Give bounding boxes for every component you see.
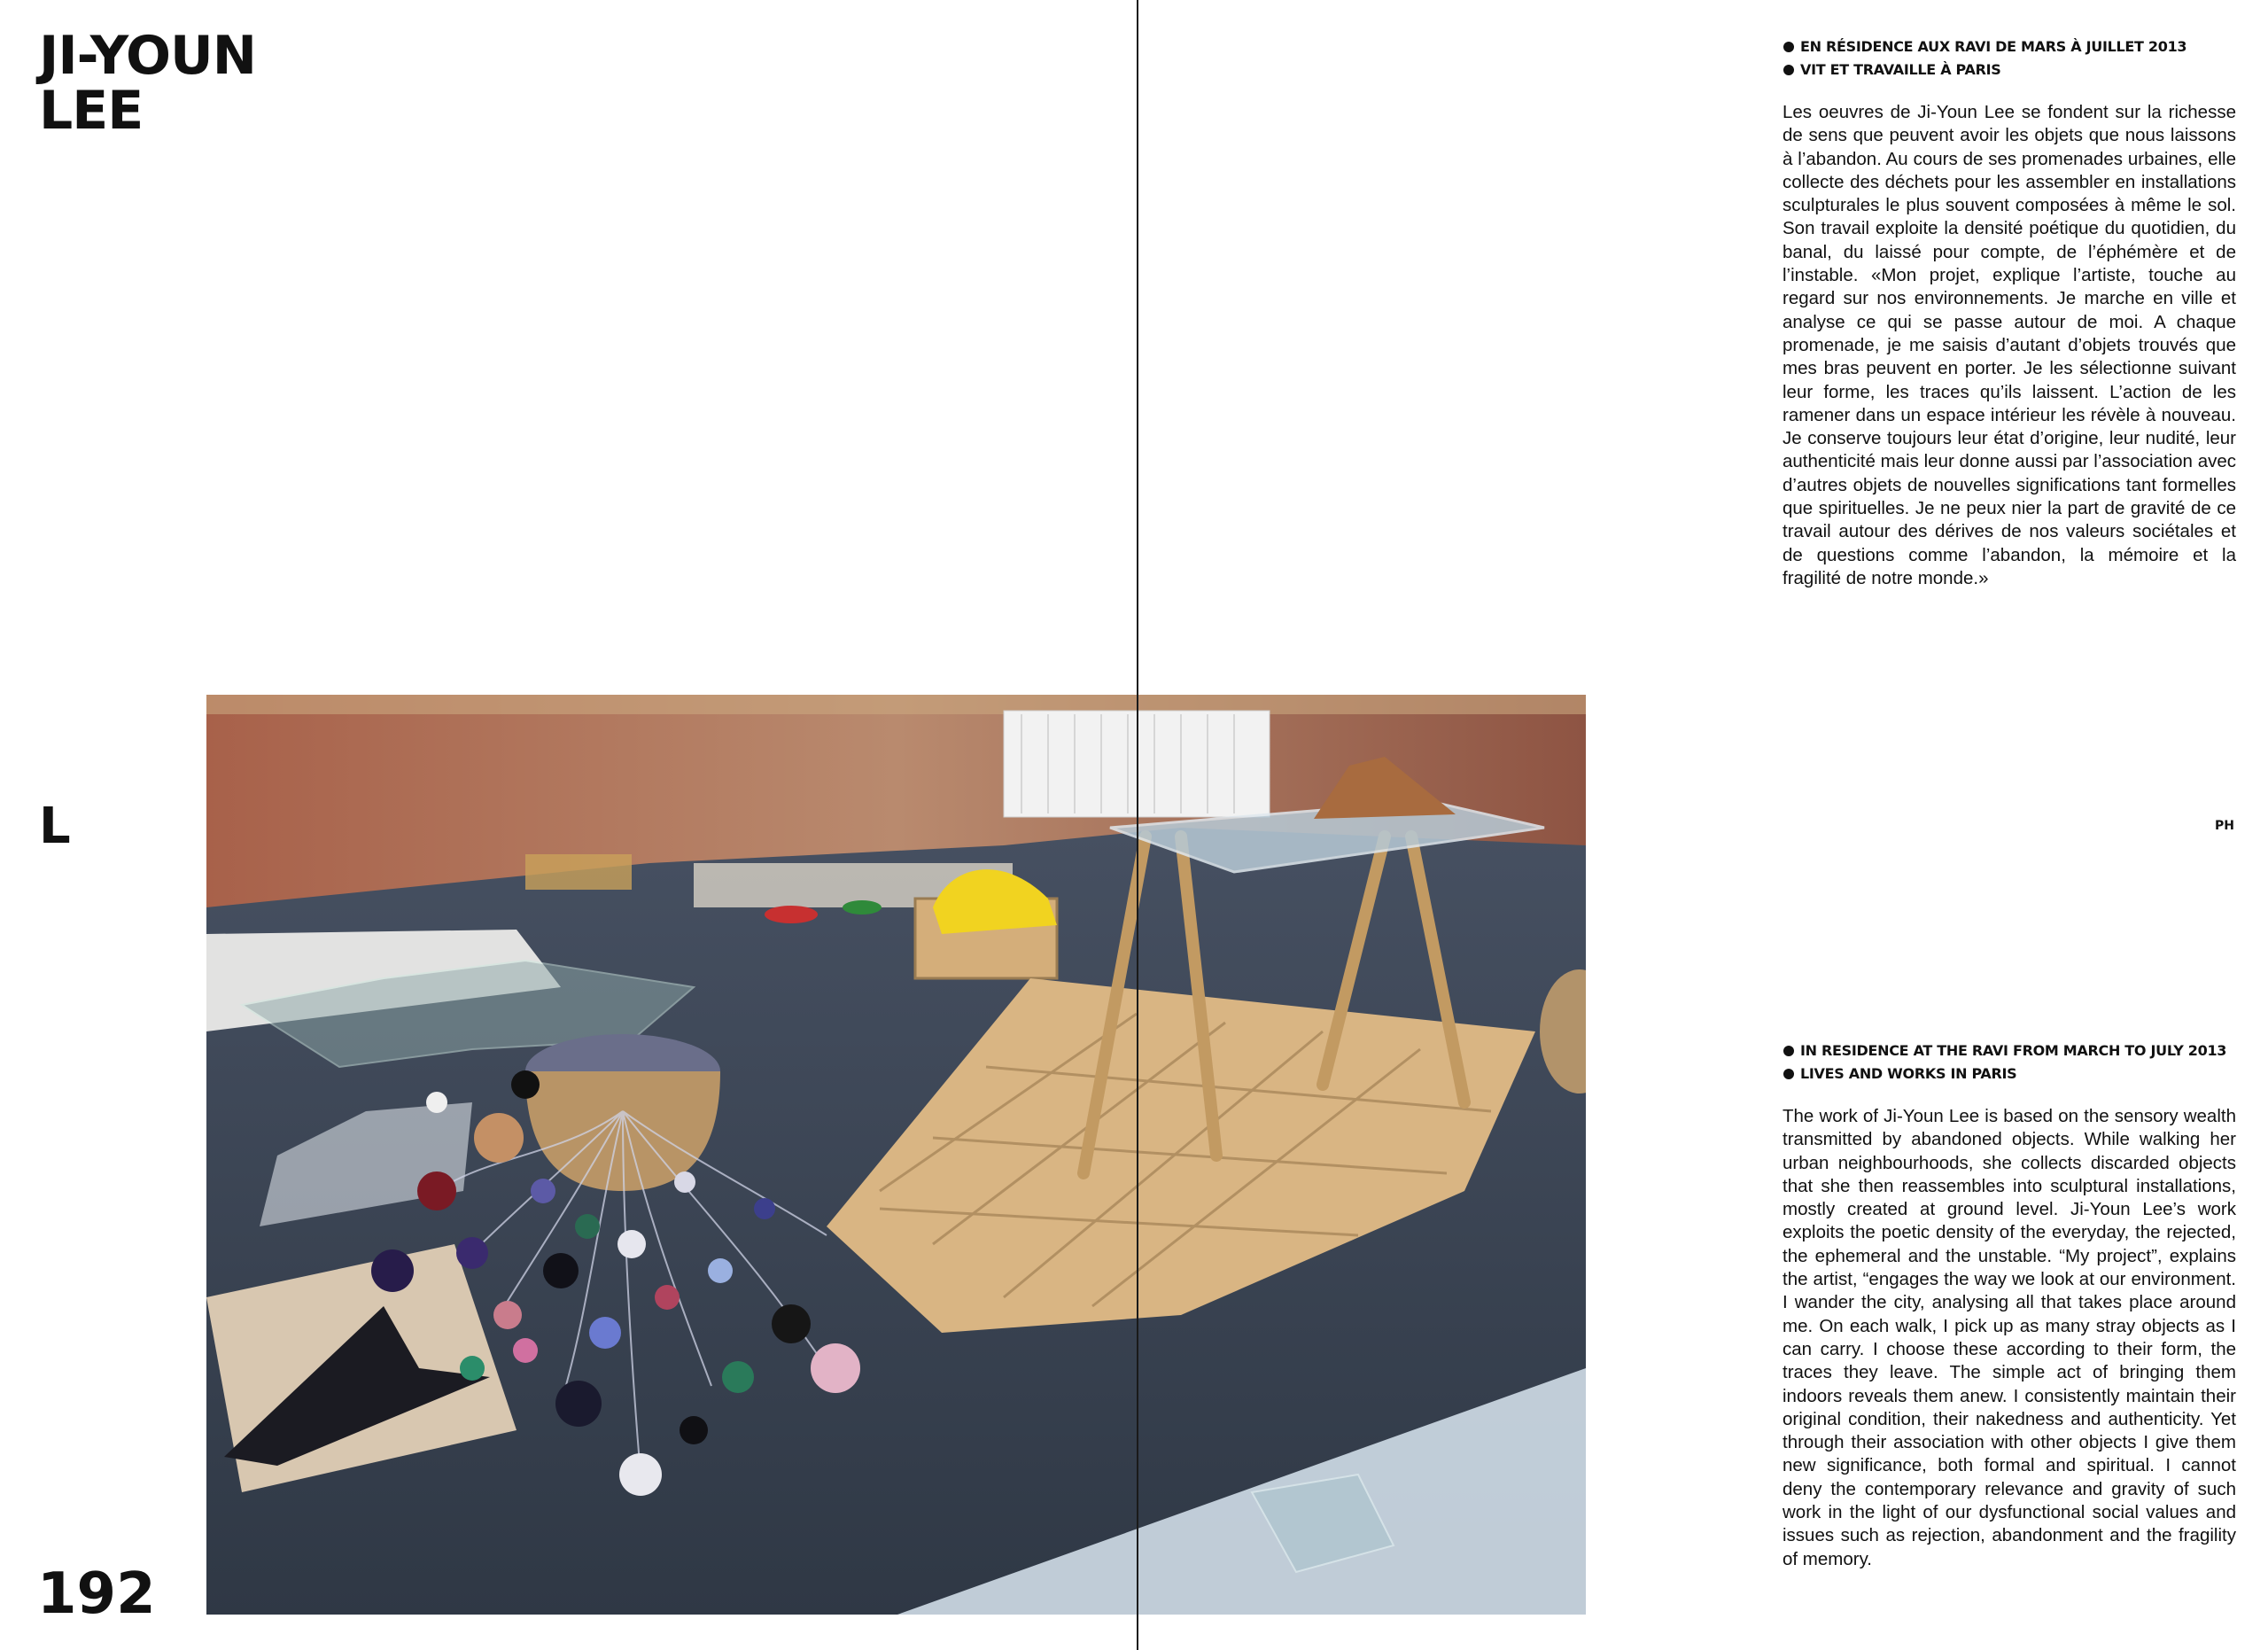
page-number: 192 xyxy=(37,1561,156,1627)
english-bullets xyxy=(1783,1039,2236,1086)
english-bullet-residency: IN RESIDENCE AT THE RAVI FROM MARCH TO JULY 2013 xyxy=(1783,1039,2236,1062)
installation-photo-drawing xyxy=(206,695,1586,1615)
section-letter: L xyxy=(39,798,71,855)
english-text-column xyxy=(1783,1039,2236,1571)
french-text-column xyxy=(1783,35,2236,590)
english-body-text: The work of Ji-Youn Lee is based on the sensory wealth transmitted by abandoned objects. While walking her urban neighbourhoods, she collects discarded objects that she then reassembles into sculptural installations, mostly created at ground level. Ji-Youn Lee’s work exploits the poetic density of the everyday, the rejected, the ephemeral and the unstable. “My project”, explains the artist, “engages the way we look at our environment. I wander the city, analysing all that takes place around me. On each walk, I pick up as many stray objects as I can carry. I choose these according to their form, the traces they leave. The simple act of bringing them indoors reveals them anew. I consistently maintain their original condition, their nakedness and authenticity. Yet through their association with other objects I give them new significance, both formal and spiritual. I cannot deny the contemporary relevance and gravity of such work in the light of our dysfunctional social values and issues such as rejection, abandonment and the fragility of memory. xyxy=(1783,1106,2236,1569)
artist-name-line-2: LEE xyxy=(39,80,144,142)
installation-photo xyxy=(206,695,1586,1615)
french-bullet-location: VIT ET TRAVAILLE À PARIS xyxy=(1783,58,2236,82)
artist-name-line-1: JI-YOUN xyxy=(39,25,256,87)
artist-name-heading xyxy=(39,25,256,142)
english-bullet-location: LIVES AND WORKS IN PARIS xyxy=(1783,1062,2236,1086)
photo-credit: PH xyxy=(2215,819,2234,833)
french-bullet-residency: EN RÉSIDENCE AUX RAVI DE MARS À JUILLET 2013 xyxy=(1783,35,2236,58)
page-gutter-line xyxy=(1137,0,1138,1650)
french-bullets xyxy=(1783,35,2236,82)
french-body-text: Les oeuvres de Ji-Youn Lee se fondent sur la richesse de sens que peuvent avoir les objets que nous laissons à l’abandon. Au cours de ses promenades urbaines, elle collecte des déchets pour les assembler en installations sculpturales le plus souvent composées à même le sol. Son travail exploite la densité poétique du quotidien, du banal, du laissé pour compte, de l’éphémère et de l’instable. «Mon projet, explique l’artiste, touche au regard sur nos environnements. Je marche en ville et analyse ce qui se passe autour de moi. A chaque promenade, je me saisis d’autant d’objets trouvés que mes bras peuvent en porter. Je les sélectionne suivant leur forme, les traces qu’ils laissent. L’action de les ramener dans un espace intérieur les révèle à nouveau. Je conserve toujours leur état d’origine, leur nudité, leur authenticité mais leur donne aussi par l’association avec d’autres objets de nouvelles significations tant formelles que spirituelles. Je ne peux nier la part de gravité de ce travail autour des dérives de nos valeurs sociétales et de questions comme l’abandon, la mémoire et la fragilité de notre monde.» xyxy=(1783,102,2236,588)
